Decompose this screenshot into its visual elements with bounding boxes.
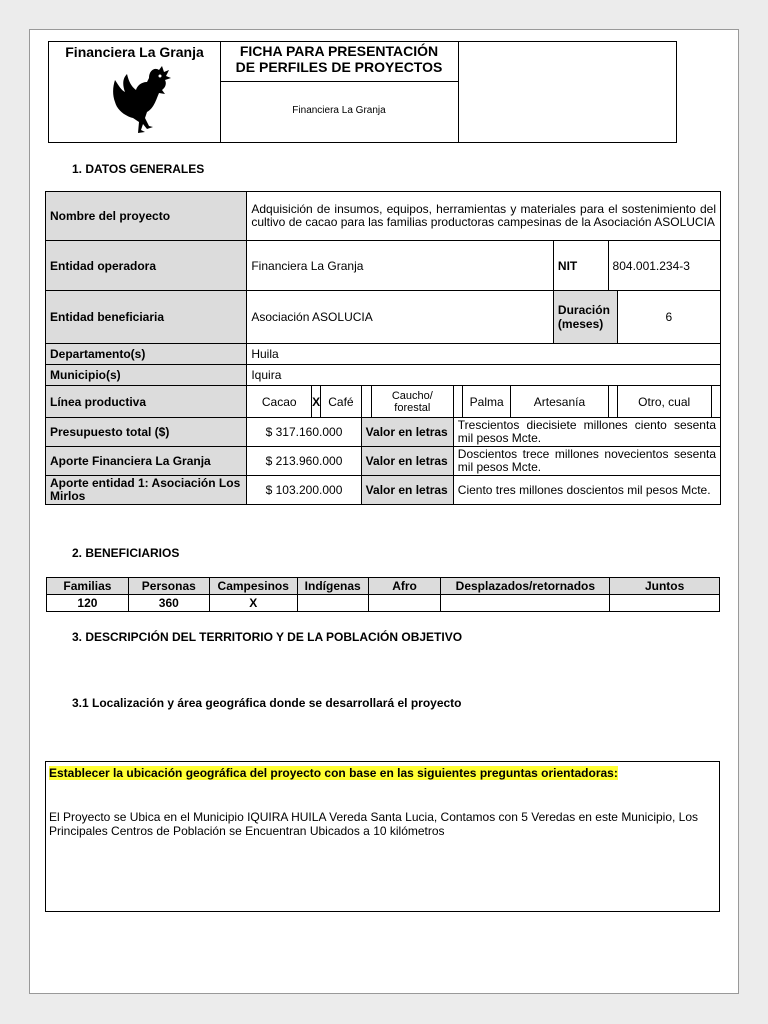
contrib2-label: Aporte entidad 1: Asociación Los Mirlos: [46, 476, 247, 505]
benef-value-campesinos: X: [209, 595, 297, 612]
line-cacao: Cacao: [247, 386, 312, 418]
benef-header-juntos: Juntos: [610, 578, 720, 595]
nit-value: 804.001.234-3: [608, 241, 720, 291]
title-cell: [220, 42, 459, 82]
line-cacao-mark: X: [312, 386, 321, 418]
benef-header-desplazados: Desplazados/retornados: [441, 578, 610, 595]
municipality-value: Iquira: [247, 365, 721, 386]
section-title-general: 1. DATOS GENERALES: [72, 162, 205, 176]
line-artesania: Artesanía: [511, 386, 608, 418]
beneficiaries-table: [46, 577, 720, 612]
general-data-table: [45, 191, 721, 505]
contrib2-words: Ciento tres millones doscientos mil pesos Mcte.: [453, 476, 720, 505]
contrib1-words: Doscientos trece millones novecientos sesenta mil pesos Mcte.: [453, 447, 720, 476]
operator-label: Entidad operadora: [46, 241, 247, 291]
section-title-beneficiaries: 2. BENEFICIARIOS: [72, 546, 180, 560]
operator-value: Financiera La Granja: [247, 241, 554, 291]
department-value: Huila: [247, 344, 721, 365]
contrib2-words-label: Valor en letras: [361, 476, 453, 505]
beneficiary-value: Asociación ASOLUCIA: [247, 291, 554, 344]
benef-header-indigenas: Indígenas: [297, 578, 368, 595]
municipality-label: Municipio(s): [46, 365, 247, 386]
budget-words-label: Valor en letras: [361, 418, 453, 447]
location-text: El Proyecto se Ubica en el Municipio IQUIRA HUILA Vereda Santa Lucia, Contamos con 5 Veredas en este Municipio, Los Principales Centros de Población se Encuentran Ubicados a 10 kilómetros: [49, 810, 699, 838]
line-label: Línea productiva: [46, 386, 247, 418]
budget-value: $ 317.160.000: [247, 418, 361, 447]
contrib1-label: Aporte Financiera La Granja: [46, 447, 247, 476]
line-otro-box: [711, 386, 720, 418]
section-title-territory: 3. DESCRIPCIÓN DEL TERRITORIO Y DE LA POBLACIÓN OBJETIVO: [72, 630, 463, 644]
benef-value-personas: 360: [128, 595, 209, 612]
duration-label: Duración (meses): [553, 291, 617, 344]
subtitle-cell: [220, 81, 459, 142]
header-box: [48, 41, 677, 143]
benef-value-afro: [368, 595, 441, 612]
contrib2-value: $ 103.200.000: [247, 476, 361, 505]
budget-label: Presupuesto total ($): [46, 418, 247, 447]
line-otro: Otro, cual: [617, 386, 711, 418]
section-title-location: 3.1 Localización y área geográfica donde se desarrollará el proyecto: [72, 696, 462, 710]
benef-value-indigenas: [297, 595, 368, 612]
rooster-icon: [109, 64, 175, 136]
duration-value: 6: [617, 291, 720, 344]
benef-header-afro: Afro: [368, 578, 441, 595]
project-name-label: Nombre del proyecto: [46, 192, 247, 241]
benef-header-campesinos: Campesinos: [209, 578, 297, 595]
beneficiary-label: Entidad beneficiaria: [46, 291, 247, 344]
benef-header-personas: Personas: [128, 578, 209, 595]
benef-value-familias: 120: [47, 595, 129, 612]
line-palma: Palma: [462, 386, 511, 418]
budget-words: Trescientos diecisiete millones ciento sesenta mil pesos Mcte.: [453, 418, 720, 447]
benef-value-juntos: [610, 595, 720, 612]
contrib1-words-label: Valor en letras: [361, 447, 453, 476]
benef-value-desplazados: [441, 595, 610, 612]
line-caucho: Caucho/ forestal: [371, 386, 453, 418]
line-artesania-box: [608, 386, 617, 418]
line-caucho-box: [453, 386, 462, 418]
department-label: Departamento(s): [46, 344, 247, 365]
form-title: FICHA PARA PRESENTACIÓN DE PERFILES DE PROYECTOS: [235, 43, 443, 75]
project-name-value: Adquisición de insumos, equipos, herramientas y materiales para el sostenimiento del cultivo de cacao para las familias productoras campesinas de la Asociación ASOLUCIA: [247, 192, 721, 241]
contrib1-value: $ 213.960.000: [247, 447, 361, 476]
org-name: Financiera La Granja: [65, 44, 204, 60]
line-cafe: Café: [321, 386, 361, 418]
form-subtitle: Financiera La Granja: [292, 105, 386, 116]
header-logo-cell: [49, 42, 221, 142]
line-cafe-box: [361, 386, 371, 418]
location-prompt: Establecer la ubicación geográfica del proyecto con base en las siguientes preguntas orientadoras:: [49, 766, 618, 780]
benef-header-familias: Familias: [47, 578, 129, 595]
nit-label: NIT: [553, 241, 608, 291]
location-box: [45, 761, 720, 912]
